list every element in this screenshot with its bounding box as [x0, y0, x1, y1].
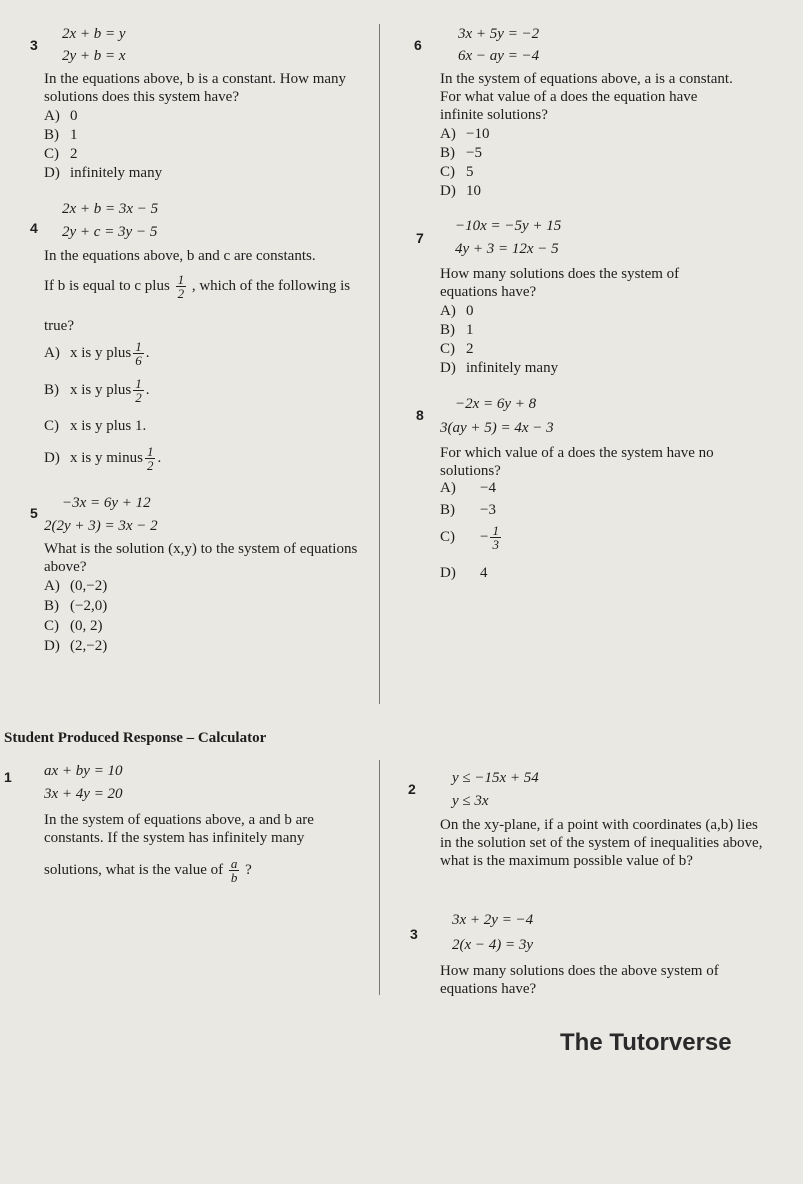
equation-2: y ≤ 3x	[452, 793, 489, 809]
question-text: In the system of equations above, a is a constant. For what value of a does the equation have infinite solutions?	[440, 71, 733, 123]
option-letter: C)	[440, 528, 455, 545]
option-a[interactable]	[44, 108, 78, 125]
question-number: 3	[410, 926, 418, 942]
option-letter: D)	[440, 183, 456, 199]
equation-2: 2y + b = x	[62, 48, 126, 64]
option-text: infinitely many	[70, 165, 163, 181]
option-a[interactable]	[44, 340, 150, 367]
fraction-denominator: 2	[146, 458, 154, 473]
text-before-fraction: solutions, what is the value of	[44, 862, 224, 878]
option-text: 5	[466, 164, 474, 180]
option-text: 0	[466, 303, 474, 319]
question-text: What is the solution (x,y) to the system of equations above?	[44, 541, 358, 575]
option-text: x is y plus	[70, 344, 132, 361]
option-text: 1	[466, 322, 474, 338]
option-text: x is y plus 1.	[70, 418, 147, 434]
equation-2: 3x + 4y = 20	[44, 786, 123, 802]
question-text: In the equations above, b is a constant. How many solutions does this system have?	[44, 71, 347, 105]
option-end: .	[145, 381, 150, 398]
option-letter: A)	[44, 108, 60, 124]
fraction	[490, 524, 501, 551]
question-text-2	[44, 266, 374, 346]
option-a[interactable]	[440, 126, 489, 143]
option-text: −	[480, 528, 489, 545]
option-b[interactable]	[44, 377, 150, 404]
option-text: (2,−2)	[70, 638, 108, 654]
fraction-denominator: 3	[492, 537, 499, 552]
question-number: 5	[30, 505, 38, 521]
text-after-fraction: ?	[245, 862, 252, 878]
option-c[interactable]	[440, 164, 474, 181]
option-text: −3	[480, 502, 496, 518]
fraction	[133, 377, 144, 404]
option-d[interactable]	[44, 165, 162, 182]
option-end: .	[145, 344, 150, 361]
question-text: For which value of a does the system have no solutions?	[440, 445, 714, 479]
equation-1: −10x = −5y + 15	[455, 218, 562, 234]
option-a[interactable]	[440, 480, 496, 497]
fraction-numerator: 1	[135, 376, 142, 391]
equation-2: 6x − ay = −4	[458, 48, 540, 64]
option-text: 1	[70, 127, 78, 143]
option-d[interactable]	[440, 565, 488, 582]
text-before-fraction: If b is equal to c plus	[44, 278, 170, 294]
option-text: x is y plus	[70, 381, 132, 398]
option-text: x is y minus	[70, 449, 143, 466]
option-a[interactable]	[440, 303, 474, 320]
option-c[interactable]	[440, 341, 474, 358]
option-text: −4	[480, 480, 496, 496]
option-c[interactable]	[440, 524, 503, 551]
option-c[interactable]	[44, 618, 103, 635]
option-d[interactable]	[44, 445, 161, 472]
equation-2: 2(2y + 3) = 3x − 2	[44, 518, 158, 534]
fraction-denominator: 6	[135, 353, 142, 368]
option-letter: A)	[440, 303, 456, 319]
fraction	[145, 445, 156, 472]
option-letter: A)	[440, 126, 456, 142]
column-divider-top	[379, 24, 380, 704]
equation-1: −3x = 6y + 12	[62, 495, 151, 511]
option-text: (0,−2)	[70, 578, 108, 594]
option-letter: D)	[44, 165, 60, 181]
option-text: infinitely many	[466, 360, 559, 376]
option-d[interactable]	[440, 360, 558, 377]
option-letter: C)	[440, 164, 455, 180]
option-text: −5	[466, 145, 482, 161]
option-letter: C)	[440, 341, 455, 357]
question-number: 2	[408, 781, 416, 797]
option-text: 0	[70, 108, 78, 124]
equation-1: y ≤ −15x + 54	[452, 770, 539, 786]
option-letter: B)	[44, 598, 59, 614]
option-end: .	[157, 449, 162, 466]
question-number: 6	[414, 37, 422, 53]
option-text: (0, 2)	[70, 618, 103, 634]
fraction	[176, 273, 187, 300]
equation-2: 2(x − 4) = 3y	[452, 937, 534, 953]
option-b[interactable]	[440, 145, 482, 162]
option-text: (−2,0)	[70, 598, 108, 614]
option-letter: D)	[44, 638, 60, 654]
option-text: −10	[466, 126, 490, 142]
equation-1: 3x + 2y = −4	[452, 912, 534, 928]
question-text: How many solutions does the above system of equations have?	[440, 963, 719, 997]
option-letter: C)	[44, 618, 59, 634]
option-d[interactable]	[44, 638, 107, 655]
equation-1: 2x + b = 3x − 5	[62, 201, 159, 217]
equation-2: 2y + c = 3y − 5	[62, 224, 158, 240]
option-letter: B)	[44, 127, 59, 143]
option-letter: D)	[44, 449, 60, 466]
option-letter: B)	[44, 381, 59, 398]
option-letter: D)	[440, 565, 456, 581]
fraction-numerator: 1	[135, 339, 142, 354]
option-letter: A)	[44, 344, 60, 361]
option-letter: B)	[440, 502, 455, 518]
question-text: In the equations above, b and c are constants.	[44, 248, 316, 264]
question-number: 3	[30, 37, 38, 53]
question-number: 7	[416, 230, 424, 246]
question-text: On the xy-plane, if a point with coordinates (a,b) lies in the solution set of the system of inequalities above, what is the maximum possible value of b?	[440, 817, 763, 869]
fraction-numerator: 1	[177, 272, 185, 288]
option-a[interactable]	[44, 578, 107, 595]
equation-2: 3(ay + 5) = 4x − 3	[440, 420, 554, 436]
column-divider-bottom	[379, 760, 380, 995]
option-c[interactable]	[44, 146, 78, 163]
option-text: 2	[70, 146, 78, 162]
equation-2: 4y + 3 = 12x − 5	[455, 241, 559, 257]
fraction-numerator: a	[230, 856, 238, 872]
equation-1: 3x + 5y = −2	[458, 26, 540, 42]
option-b[interactable]	[44, 598, 107, 615]
question-number: 4	[30, 220, 38, 236]
fraction-denominator: b	[230, 870, 238, 886]
option-letter: C)	[44, 146, 59, 162]
option-letter: B)	[440, 145, 455, 161]
option-letter: A)	[44, 578, 60, 594]
equation-1: 2x + b = y	[62, 26, 126, 42]
fraction	[229, 857, 240, 884]
option-text: 2	[466, 341, 474, 357]
option-text: 4	[480, 565, 488, 581]
equation-1: ax + by = 10	[44, 763, 123, 779]
text-after-fraction: , which of the following is true?	[44, 278, 351, 334]
fraction	[133, 340, 144, 367]
option-letter: A)	[440, 480, 456, 496]
option-b[interactable]	[440, 502, 496, 519]
question-text-2	[44, 850, 374, 890]
option-b[interactable]	[440, 322, 474, 339]
fraction-numerator: 1	[492, 523, 499, 538]
option-letter: B)	[440, 322, 455, 338]
question-number: 8	[416, 407, 424, 423]
option-letter: D)	[440, 360, 456, 376]
brand-logo-text: The Tutorverse	[560, 1029, 732, 1056]
fraction-denominator: 2	[177, 286, 185, 302]
option-text: 10	[466, 183, 481, 199]
question-text: How many solutions does the system of equations have?	[440, 266, 680, 300]
option-d[interactable]	[440, 183, 481, 200]
option-letter: C)	[44, 418, 59, 434]
option-b[interactable]	[44, 127, 78, 144]
fraction-numerator: 1	[146, 444, 154, 459]
equation-1: −2x = 6y + 8	[455, 396, 537, 412]
question-text: In the system of equations above, a and b are constants. If the system has infinitely many	[44, 812, 314, 846]
question-number: 1	[4, 769, 12, 785]
option-c[interactable]	[44, 418, 146, 435]
section-title: Student Produced Response – Calculator	[4, 730, 267, 746]
fraction-denominator: 2	[135, 390, 142, 405]
